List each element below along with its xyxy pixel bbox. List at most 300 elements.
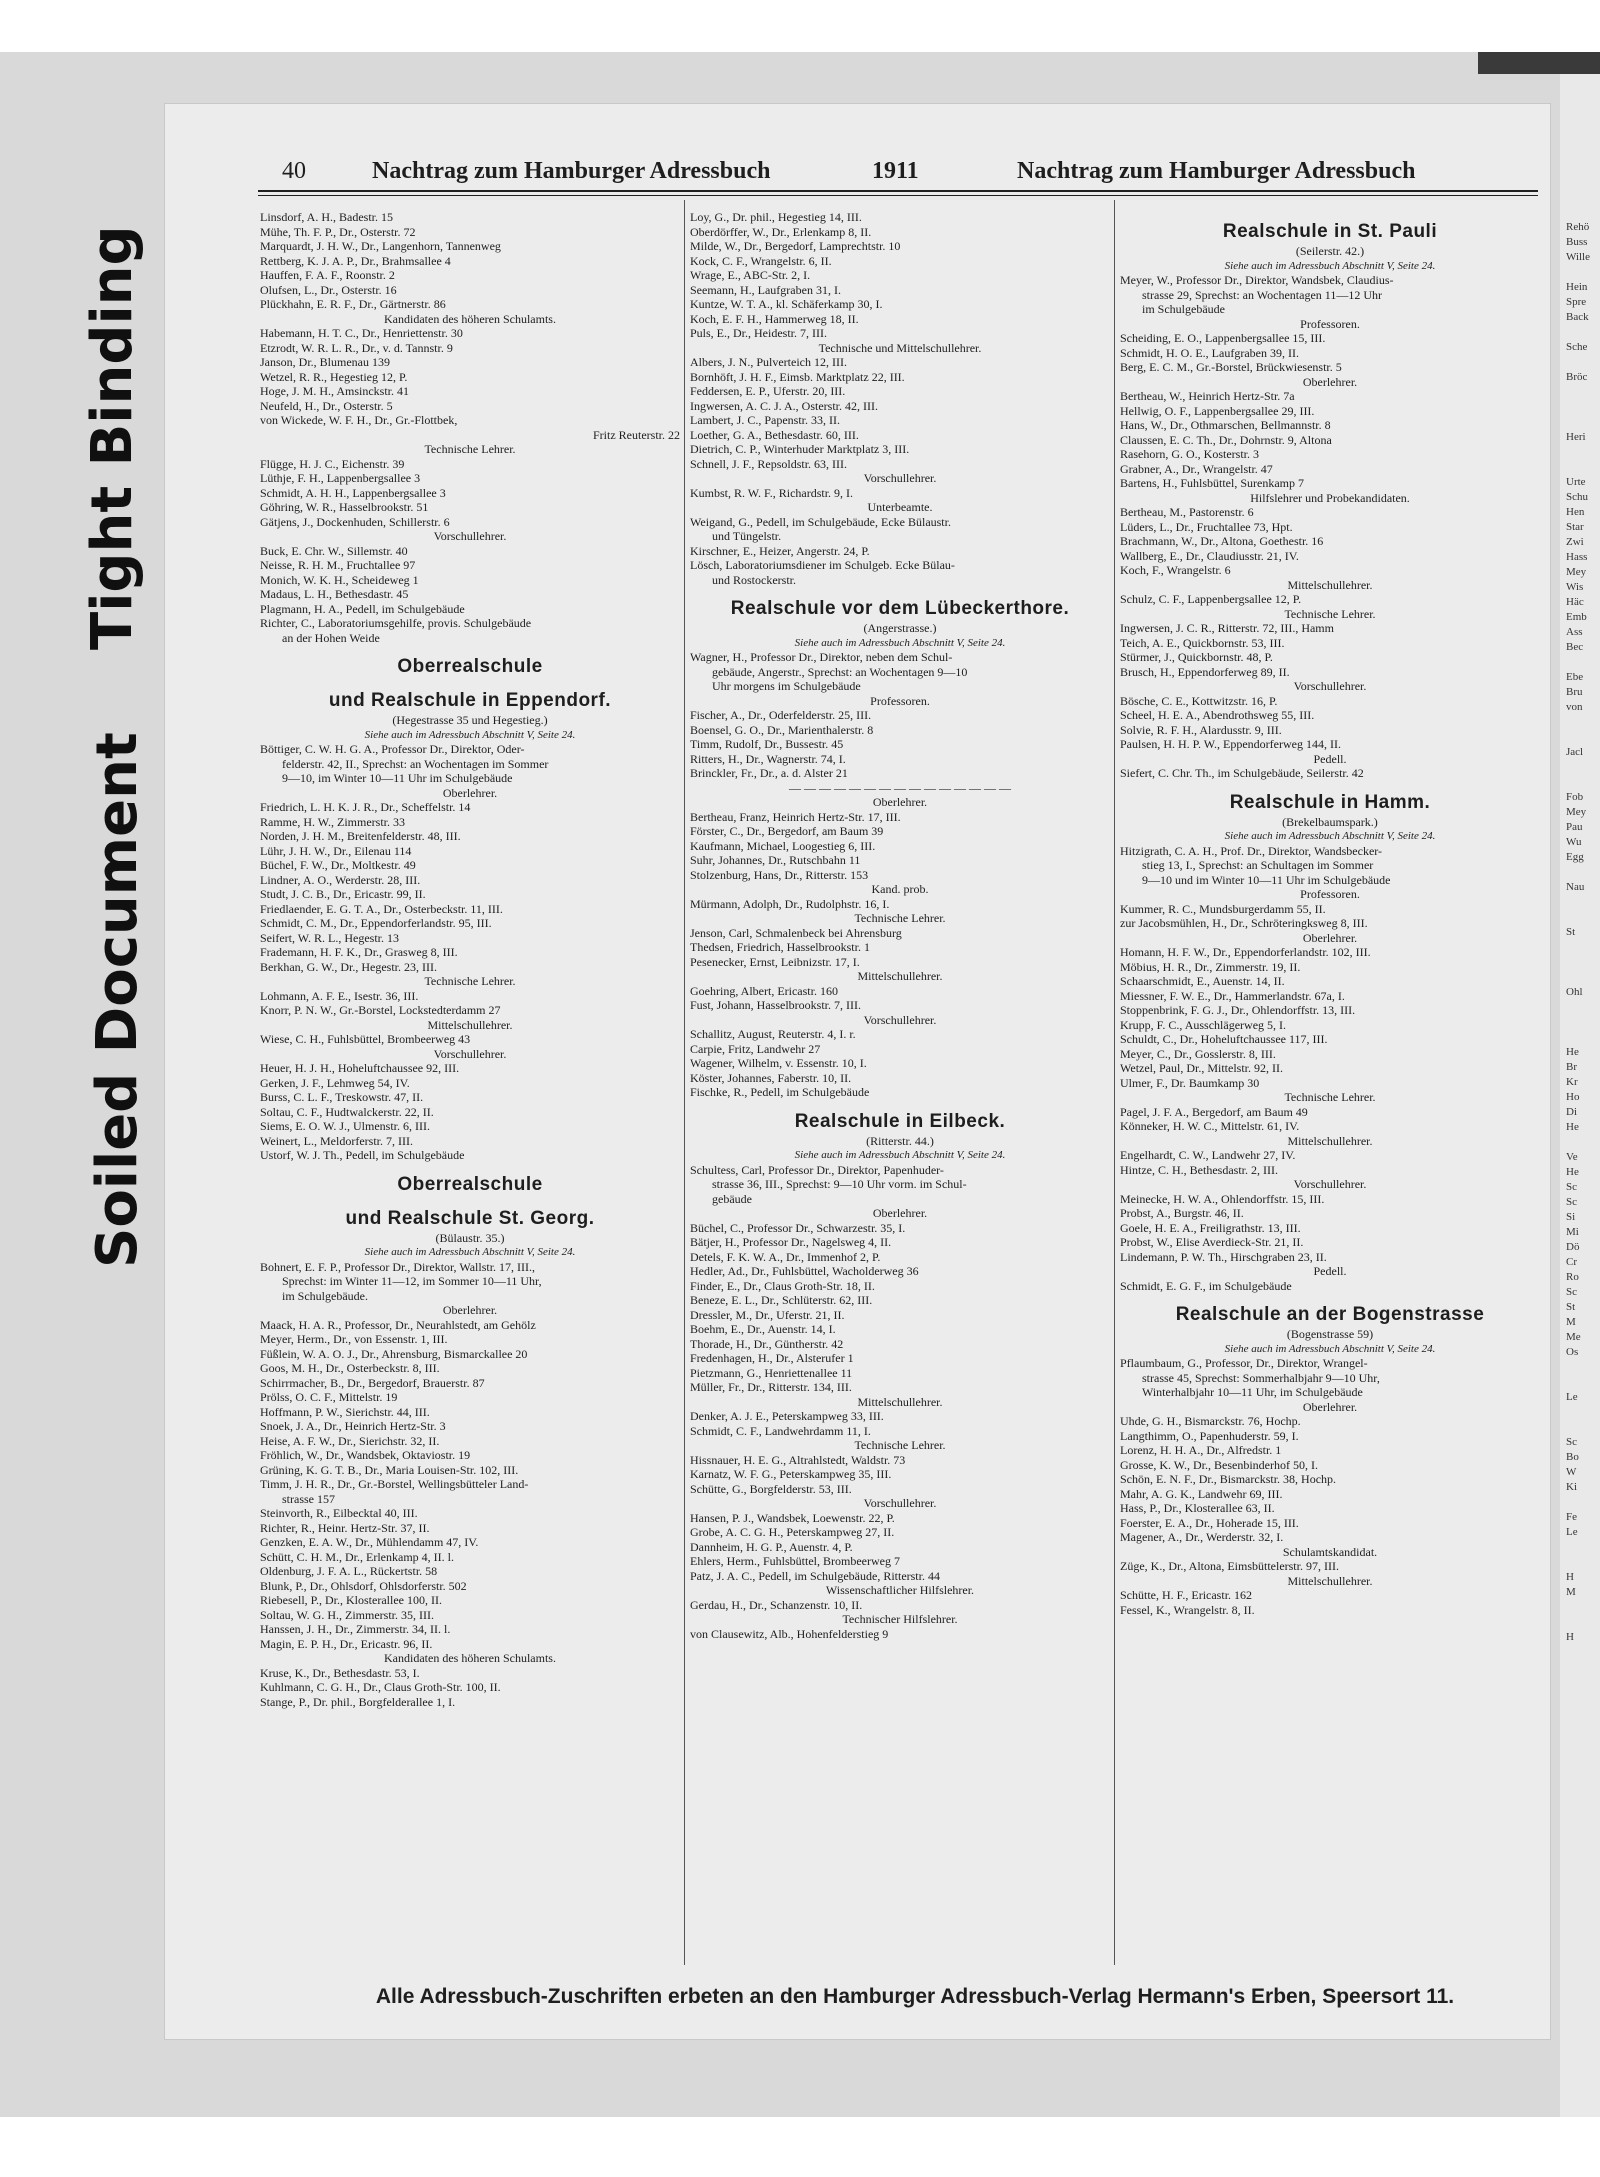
cross-reference: Siehe auch im Adressbuch Abschnitt V, Seite 24.	[794, 1149, 1006, 1161]
directory-entry: Lambert, J. C., Papenstr. 33, II.	[690, 413, 840, 427]
directory-entry: Berg, E. C. M., Gr.-Borstel, Brückwiesenstr. 5	[1120, 360, 1342, 374]
entry-continuation: strasse 157	[282, 1491, 335, 1506]
directory-entry: Siefert, C. Chr. Th., im Schulgebäude, Seilerstr. 42	[1120, 766, 1364, 780]
directory-entry: Richter, R., Heinr. Hertz-Str. 37, II.	[260, 1520, 430, 1535]
directory-entry: Schirrmacher, B., Dr., Bergedorf, Brauerstr. 87	[260, 1375, 485, 1390]
directory-entry: Fischke, R., Pedell, im Schulgebäude	[690, 1085, 870, 1099]
bleed-line	[1566, 910, 1600, 925]
bleed-line	[1566, 1000, 1600, 1015]
directory-entry: Stoppenbrink, F. G. J., Dr., Ohlendorffstr. 13, III.	[1120, 1003, 1356, 1017]
directory-entry: Schnell, J. F., Repsoldstr. 63, III.	[690, 456, 848, 471]
bleed-line: Ki	[1566, 1481, 1577, 1493]
bleed-line: Br	[1566, 1061, 1577, 1073]
subsection-label: (Seilerstr. 42.)	[1295, 244, 1365, 258]
directory-entry: Bätjer, H., Professor Dr., Nagelsweg 4, II.	[690, 1235, 892, 1249]
section-heading: Realschule vor dem Lübeckerthore.	[730, 598, 1070, 619]
bleed-line	[1566, 325, 1600, 340]
bleed-line: Ho	[1566, 1091, 1580, 1103]
directory-entry: Wallberg, E., Dr., Claudiusstr. 21, IV.	[1120, 548, 1299, 563]
directory-entry: Kaufmann, Michael, Loogestieg 6, III.	[690, 838, 876, 853]
column-divider	[684, 200, 685, 1965]
directory-entry: Foerster, E. A., Dr., Hoherade 15, III.	[1120, 1515, 1299, 1530]
bleed-line: Nau	[1566, 881, 1585, 893]
directory-entry: Hissnauer, H. E. G., Altrahlstedt, Waldstr. 73	[690, 1452, 906, 1467]
subsection-label: — — — — — — — — — — — — — — —	[789, 780, 1011, 795]
bleed-line: Schu	[1566, 491, 1588, 503]
section-heading: Realschule in Eilbeck.	[794, 1110, 1006, 1132]
page-footer: Alle Adressbuch-Zuschriften erbeten an den Hamburger Adressbuch-Verlag Hermann's Erben, Speersort 11.	[375, 1985, 1455, 2008]
directory-entry: Riebesell, P., Dr., Klosterallee 100, II.	[260, 1593, 442, 1607]
directory-entry: Suhr, Johannes, Dr., Rutschbahn 11	[690, 853, 861, 867]
bleed-line: Fob	[1566, 791, 1584, 803]
directory-entry: Claussen, E. C. Th., Dr., Dohrnstr. 9, Altona	[1120, 432, 1332, 447]
directory-entry: Grosse, K. W., Dr., Besenbinderhof 50, I.	[1120, 1457, 1318, 1472]
bleed-line: Egg	[1566, 851, 1584, 863]
directory-entry: Marquardt, J. H. W., Dr., Langenhorn, Tannenweg	[260, 239, 501, 253]
subsection-label: Technische Lehrer.	[1284, 1090, 1376, 1104]
directory-entry: Bertheau, Franz, Heinrich Hertz-Str. 17, III.	[690, 809, 901, 824]
directory-entry: Thedsen, Friedrich, Hasselbrookstr. 1	[690, 940, 870, 954]
directory-entry: Hansen, P. J., Wandsbek, Loewenstr. 22, P.	[690, 1510, 895, 1525]
directory-entry: Wrage, E., ABC-Str. 2, I.	[690, 268, 811, 282]
header-rule	[258, 190, 1538, 192]
directory-entry: Wagener, Wilhelm, v. Essenstr. 10, I.	[690, 1056, 867, 1070]
directory-entry: Plückhahn, E. R. F., Dr., Gärtnerstr. 86	[260, 297, 446, 311]
directory-entry: Seemann, H., Laufgraben 31, I.	[690, 282, 841, 297]
directory-entry: Schallitz, August, Reuterstr. 4, I. r.	[690, 1027, 856, 1041]
bleed-line: H	[1566, 1631, 1574, 1643]
entry-continuation: strasse 29, Sprechst: an Wochentagen 11—12 Uhr	[1142, 287, 1382, 302]
directory-entry: Grobe, A. C. G. H., Peterskampweg 27, II.	[690, 1525, 895, 1539]
adjacent-page-text	[1566, 220, 1600, 2020]
directory-entry: Dressler, M., Dr., Uferstr. 21, II.	[690, 1307, 845, 1322]
subsection-label: Kand. prob.	[871, 882, 929, 896]
subsection-label: Hilfslehrer und Probekandidaten.	[1250, 490, 1410, 505]
bleed-line: Sche	[1566, 341, 1588, 353]
directory-entry: Ehlers, Herm., Fuhlsbüttel, Brombeerweg 7	[690, 1554, 900, 1568]
subsection-label: Unterbeamte.	[867, 500, 933, 514]
directory-entry: Soltau, C. F., Hudtwalckerstr. 22, II.	[260, 1104, 434, 1119]
directory-entry: Meyer, C., Dr., Gosslerstr. 8, III.	[1120, 1046, 1276, 1061]
subsection-label: (Bülaustr. 35.)	[435, 1230, 505, 1245]
directory-entry: Prölss, O. C. F., Mittelstr. 19	[260, 1390, 398, 1404]
directory-entry: Norden, J. H. M., Breitenfelderstr. 48, III.	[260, 829, 461, 843]
header-rule-thin	[258, 195, 1538, 196]
directory-entry: Dietrich, C. P., Winterhuder Marktplatz 3, III.	[690, 442, 910, 456]
directory-entry: Finder, E., Dr., Claus Groth-Str. 18, II.	[690, 1278, 875, 1293]
subsection-label: (Hegestrasse 35 und Hegestieg.)	[392, 713, 548, 727]
directory-entry: Lindner, A. O., Werderstr. 28, III.	[260, 872, 421, 887]
bleed-line: Ohl	[1566, 986, 1583, 998]
bleed-line: Hen	[1566, 506, 1585, 518]
directory-entry: Flügge, H. J. C., Eichenstr. 39	[260, 456, 405, 471]
directory-entry: Brusch, H., Eppendorferweg 89, II.	[1120, 664, 1290, 679]
entry-continuation: und Tüngelstr.	[712, 529, 782, 543]
bleed-line: Ve	[1566, 1151, 1578, 1163]
directory-entry: Büchel, C., Professor Dr., Schwarzestr. 35, I.	[690, 1220, 906, 1235]
bleed-line	[1566, 730, 1600, 745]
subsection-label: (Brekelbaumspark.)	[1282, 814, 1378, 829]
text-column-1	[260, 210, 680, 1980]
directory-entry: Schuldt, C., Dr., Hoheluftchaussee 117, III.	[1120, 1032, 1328, 1046]
directory-entry: Siems, E. O. W. J., Ulmenstr. 6, III.	[260, 1119, 430, 1133]
directory-entry: Jenson, Carl, Schmalenbeck bei Ahrensburg	[690, 925, 902, 940]
directory-entry: Schaarschmidt, E., Auenstr. 14, II.	[1120, 974, 1285, 988]
bleed-line: M	[1566, 1316, 1576, 1328]
directory-entry: Loether, G. A., Bethesdastr. 60, III.	[690, 427, 859, 442]
bleed-line: Si	[1566, 1211, 1576, 1223]
entry-continuation: 9—10, im Winter 10—11 Uhr im Schulgebäude	[282, 771, 513, 785]
directory-entry: Möbius, H. R., Dr., Zimmerstr. 19, II.	[1120, 959, 1301, 974]
directory-entry: Rettberg, K. J. A. P., Dr., Brahmsallee 4	[260, 253, 451, 268]
subsection-label: Oberlehrer.	[1302, 374, 1358, 389]
subsection-label: Vorschullehrer.	[433, 529, 507, 543]
directory-entry: Schmidt, E. G. F., im Schulgebäude	[1120, 1278, 1292, 1293]
directory-entry: Probst, W., Elise Averdieck-Str. 21, II.	[1120, 1235, 1304, 1249]
subsection-label: Vorschullehrer.	[433, 1046, 507, 1061]
directory-entry: Schmidt, C. F., Landwehrdamm 11, I.	[690, 1423, 871, 1438]
directory-entry: Wiese, C. H., Fuhlsbüttel, Brombeerweg 43	[260, 1032, 471, 1046]
directory-entry: Bohnert, E. F. P., Professor Dr., Direktor, Wallstr. 17, III.,	[260, 1259, 536, 1274]
subsection-label: Pedell.	[1313, 751, 1347, 766]
directory-entry: Kuntze, W. T. A., kl. Schäferkamp 30, I.	[690, 297, 883, 311]
bleed-line: Le	[1566, 1391, 1578, 1403]
directory-entry: Langthimm, O., Papenhuderstr. 59, I.	[1120, 1428, 1299, 1443]
bleed-line: Pau	[1566, 821, 1583, 833]
bleed-line: Hein	[1566, 281, 1588, 293]
directory-entry: Fust, Johann, Hasselbrookstr. 7, III.	[690, 998, 861, 1012]
directory-entry: Hellwig, O. F., Lappenbergsallee 29, III.	[1120, 403, 1315, 418]
directory-entry: Schön, E. N. F., Dr., Bismarckstr. 38, Hochp.	[1120, 1472, 1337, 1486]
directory-entry: Frademann, H. F. K., Dr., Grasweg 8, III.	[260, 945, 458, 959]
header-title-right: Nachtrag zum Hamburger Adressbuch	[1017, 158, 1416, 184]
bleed-line: St	[1566, 1301, 1576, 1313]
bleed-line	[1566, 385, 1600, 400]
subsection-label: Vorschullehrer.	[1293, 1177, 1367, 1191]
section-heading: und Realschule in Eppendorf.	[328, 690, 612, 711]
directory-entry: Buck, E. Chr. W., Sillemstr. 40	[260, 543, 408, 558]
entry-continuation: stieg 13, I., Sprechst: an Schultagen im Sommer	[1142, 858, 1374, 872]
bleed-line: Bru	[1566, 686, 1583, 698]
directory-entry: Hans, W., Dr., Othmarschen, Bellmannstr. 8	[1120, 418, 1331, 432]
subsection-label: (Ritterstr. 44.)	[866, 1133, 934, 1148]
bleed-line: Zwi	[1566, 536, 1584, 548]
entry-continuation: Uhr morgens im Schulgebäude	[712, 679, 861, 693]
subsection-label: Technischer Hilfslehrer.	[842, 1612, 958, 1626]
directory-entry: Wagner, H., Professor Dr., Direktor, neben dem Schul-	[690, 650, 953, 664]
directory-entry: Lüders, L., Dr., Fruchtallee 73, Hpt.	[1120, 519, 1293, 534]
directory-entry: Schütte, H. F., Ericastr. 162	[1120, 1588, 1253, 1602]
directory-entry: Stange, P., Dr. phil., Borgfelderallee 1, I.	[260, 1694, 456, 1709]
entry-continuation: 9—10 und im Winter 10—11 Uhr im Schulgebäude	[1142, 872, 1391, 887]
directory-entry: Lösch, Laboratoriumsdiener im Schulgeb. Ecke Bülau-	[690, 558, 955, 572]
directory-entry: Göhring, W. R., Hasselbrookstr. 51	[260, 500, 429, 514]
directory-entry: zur Jacobsmühlen, H., Dr., Schröteringksweg 8, III.	[1120, 916, 1368, 930]
bleed-line	[1566, 715, 1600, 730]
directory-entry: Fröhlich, W., Dr., Wandsbek, Oktaviostr. 19	[260, 1448, 471, 1462]
directory-entry: Fessel, K., Wrangelstr. 8, II.	[1120, 1602, 1255, 1617]
bleed-line: Sc	[1566, 1181, 1577, 1193]
subsection-label: Vorschullehrer.	[1293, 679, 1367, 693]
directory-entry: Müller, Fr., Dr., Ritterstr. 134, III.	[690, 1380, 852, 1394]
directory-entry: Beneze, E. L., Dr., Schlüterstr. 62, III.	[690, 1293, 873, 1307]
bleed-line	[1566, 415, 1600, 430]
subsection-label: Technische Lehrer.	[1284, 606, 1376, 621]
bleed-line: Wille	[1566, 251, 1590, 263]
subsection-label: Kandidaten des höheren Schulamts.	[384, 1651, 556, 1665]
bleed-line: Emb	[1566, 611, 1587, 623]
bleed-line: Le	[1566, 1526, 1578, 1538]
directory-entry: Brinckler, Fr., Dr., a. d. Alster 21	[690, 766, 848, 780]
subsection-label: (Bogenstrasse 59)	[1286, 1327, 1374, 1341]
bleed-line	[1566, 865, 1600, 880]
cross-reference: Siehe auch im Adressbuch Abschnitt V, Seite 24.	[1224, 1342, 1436, 1355]
directory-entry: Ritters, H., Dr., Wagnerstr. 74, I.	[690, 751, 846, 766]
directory-entry: Fischer, A., Dr., Oderfelderstr. 25, III.	[690, 708, 872, 722]
bleed-line: Mey	[1566, 806, 1587, 818]
cross-reference: Siehe auch im Adressbuch Abschnitt V, Seite 24.	[1224, 830, 1436, 842]
directory-entry: Meyer, Herm., Dr., von Essenstr. 1, III.	[260, 1332, 448, 1346]
subsection-label: Mittelschullehrer.	[1287, 577, 1373, 592]
subsection-label: Technische und Mittelschullehrer.	[818, 340, 982, 355]
directory-entry: Scheiding, E. O., Lappenbergsallee 15, III.	[1120, 331, 1326, 345]
subsection-label: Mittelschullehrer.	[1287, 1133, 1373, 1148]
bleed-line: Spre	[1566, 296, 1587, 308]
directory-entry: Kirschner, E., Heizer, Angerstr. 24, P.	[690, 543, 870, 558]
bleed-line: Di	[1566, 1106, 1577, 1118]
directory-entry: Schütte, G., Borgfelderstr. 53, III.	[690, 1481, 852, 1496]
entry-continuation: gebäude	[712, 1191, 752, 1206]
directory-entry: Seifert, W. R. L., Hegestr. 13	[260, 930, 399, 945]
directory-entry: Schulz, C. F., Lappenbergsallee 12, P.	[1120, 592, 1302, 606]
bleed-line: Os	[1566, 1346, 1579, 1358]
directory-entry: Weigand, G., Pedell, im Schulgebäude, Ecke Bülaustr.	[690, 514, 951, 529]
directory-entry: Gätjens, J., Dockenhuden, Schillerstr. 6	[260, 514, 450, 529]
directory-entry: Puls, E., Dr., Heidestr. 7, III.	[690, 326, 827, 340]
directory-entry: Pesenecker, Ernst, Leibnizstr. 17, I.	[690, 954, 860, 969]
bleed-line: He	[1566, 1046, 1579, 1058]
bleed-line	[1566, 1015, 1600, 1030]
bleed-line: Sc	[1566, 1286, 1577, 1298]
directory-entry: Hanssen, J. H., Dr., Zimmerstr. 34, II. l.	[260, 1622, 451, 1636]
directory-entry: Schultess, Carl, Professor Dr., Direktor, Papenhuder-	[690, 1162, 944, 1177]
entry-continuation: felderstr. 42, II., Sprechst: an Wochentagen im Sommer	[282, 756, 549, 771]
subsection-label: Oberlehrer.	[1302, 1399, 1358, 1414]
directory-entry: Grabner, A., Dr., Wrangelstr. 47	[1120, 461, 1273, 476]
bleed-line: von	[1566, 701, 1583, 713]
directory-entry: Scheel, H. E. A., Abendrothsweg 55, III.	[1120, 708, 1315, 722]
bleed-line	[1566, 355, 1600, 370]
entry-continuation: Fritz Reuterstr. 22	[593, 427, 680, 442]
directory-entry: Linsdorf, A. H., Badestr. 15	[260, 210, 393, 224]
directory-entry: Züge, K., Dr., Altona, Eimsbüttelerstr. 97, III.	[1120, 1559, 1339, 1573]
directory-entry: Pflaumbaum, G., Professor, Dr., Direktor, Wrangel-	[1120, 1356, 1368, 1370]
directory-entry: Hintze, C. H., Bethesdastr. 2, III.	[1120, 1162, 1278, 1177]
directory-entry: Soltau, W. G. H., Zimmerstr. 35, III.	[260, 1607, 434, 1622]
text-column-3	[1120, 210, 1540, 1980]
directory-entry: Feddersen, E. P., Uferstr. 20, III.	[690, 384, 846, 398]
directory-entry: Könneker, H. W. C., Mittelstr. 61, IV.	[1120, 1119, 1300, 1133]
directory-entry: Meinecke, H. W. A., Ohlendorffstr. 15, III.	[1120, 1191, 1325, 1206]
section-heading: Oberrealschule	[397, 656, 543, 677]
bleed-line	[1566, 970, 1600, 985]
directory-entry: Neufeld, H., Dr., Osterstr. 5	[260, 398, 393, 413]
directory-entry: Ustorf, W. J. Th., Pedell, im Schulgebäude	[260, 1148, 465, 1162]
directory-entry: Homann, H. F. W., Dr., Eppendorferlandstr. 102, III.	[1120, 945, 1371, 959]
cross-reference: Siehe auch im Adressbuch Abschnitt V, Seite 24.	[364, 1246, 576, 1258]
section-heading: Oberrealschule	[397, 1173, 543, 1195]
section-heading: und Realschule St. Georg.	[345, 1207, 595, 1229]
subsection-label: Oberlehrer.	[442, 1303, 498, 1317]
directory-entry: Gerken, J. F., Lehmweg 54, IV.	[260, 1075, 410, 1090]
bleed-line: Jacl	[1566, 746, 1584, 758]
directory-entry: Mühe, Th. F. P., Dr., Osterstr. 72	[260, 224, 416, 239]
bleed-line	[1566, 955, 1600, 970]
bleed-line	[1566, 655, 1600, 670]
header-title-left: Nachtrag zum Hamburger Adressbuch	[372, 158, 771, 184]
cross-reference: Siehe auch im Adressbuch Abschnitt V, Seite 24.	[364, 728, 576, 741]
directory-entry: Pagel, J. F. A., Bergedorf, am Baum 49	[1120, 1104, 1308, 1119]
directory-entry: Bösche, C. E., Kottwitzstr. 16, P.	[1120, 693, 1278, 708]
bleed-line: Ass	[1566, 626, 1583, 638]
bleed-line: Bröc	[1566, 371, 1588, 383]
directory-entry: Goehring, Albert, Ericastr. 160	[690, 983, 838, 998]
directory-entry: Steinvorth, R., Eilbecktal 40, III.	[260, 1506, 418, 1520]
bleed-line: Häc	[1566, 596, 1584, 608]
soiled-document-label: Soiled Document	[85, 732, 150, 1268]
directory-entry: Solvie, R. F. H., Alardusstr. 9, III.	[1120, 722, 1282, 737]
bleed-line: Heri	[1566, 431, 1586, 443]
directory-entry: Snoek, J. A., Dr., Heinrich Hertz-Str. 3	[260, 1419, 446, 1433]
directory-entry: Thorade, H., Dr., Güntherstr. 42	[690, 1336, 844, 1351]
directory-entry: Oberdörffer, W., Dr., Erlenkamp 8, II.	[690, 224, 872, 239]
directory-entry: Koch, F., Wrangelstr. 6	[1120, 563, 1231, 577]
directory-entry: Miessner, F. W. E., Dr., Hammerlandstr. 67a, I.	[1120, 988, 1345, 1003]
subsection-label: Vorschullehrer.	[863, 1012, 937, 1027]
directory-entry: Hoge, J. M. H., Amsinckstr. 41	[260, 384, 410, 398]
subsection-label: Vorschullehrer.	[863, 471, 937, 485]
cross-reference: Siehe auch im Adressbuch Abschnitt V, Seite 24.	[1224, 259, 1436, 272]
subsection-label: Technische Lehrer.	[424, 442, 516, 456]
directory-entry: Burss, C. L. F., Treskowstr. 47, II.	[260, 1090, 424, 1104]
bleed-line	[1566, 1420, 1600, 1435]
directory-entry: Brachmann, W., Dr., Altona, Goethestr. 16	[1120, 534, 1324, 548]
header-year: 1911	[872, 158, 919, 184]
bleed-line: W	[1566, 1466, 1577, 1478]
directory-entry: Hitzigrath, C. A. H., Prof. Dr., Direktor, Wandsbecker-	[1120, 843, 1383, 858]
directory-entry: von Clausewitz, Alb., Hohenfelderstieg 9	[690, 1626, 889, 1641]
directory-entry: Carpie, Fritz, Landwehr 27	[690, 1041, 821, 1056]
directory-entry: Goele, H. E. A., Freiligrathstr. 13, III.	[1120, 1220, 1301, 1235]
directory-entry: Ulmer, F., Dr. Baumkamp 30	[1120, 1075, 1260, 1090]
directory-entry: Habemann, H. T. C., Dr., Henriettenstr. 30	[260, 326, 463, 340]
bleed-line	[1566, 1375, 1600, 1390]
cross-reference: Siehe auch im Adressbuch Abschnitt V, Seite 24.	[794, 636, 1006, 649]
bleed-line	[1566, 940, 1600, 955]
directory-entry: Olufsen, L., Dr., Osterstr. 16	[260, 282, 397, 297]
subsection-label: Technische Lehrer.	[854, 911, 946, 925]
directory-entry: Mürmann, Adolph, Dr., Rudolphstr. 16, I.	[690, 896, 890, 911]
subsection-label: Professoren.	[870, 693, 930, 708]
bleed-line	[1566, 1600, 1600, 1615]
directory-entry: Berkhan, G. W., Dr., Hegestr. 23, III.	[260, 959, 437, 974]
directory-entry: Ingwersen, A. C. J. A., Osterstr. 42, III.	[690, 398, 878, 413]
directory-entry: Wetzel, R. R., Hegestieg 12, P.	[260, 369, 408, 384]
directory-entry: Koch, E. F. H., Hammerweg 18, II.	[690, 311, 859, 326]
directory-entry: Böttiger, C. W. H. G. A., Professor Dr., Direktor, Oder-	[260, 742, 525, 756]
directory-entry: Neisse, R. H. M., Fruchtallee 97	[260, 558, 416, 572]
section-heading: Realschule an der Bogenstrasse	[1175, 1304, 1485, 1325]
directory-entry: Lühr, J. H. W., Dr., Eilenau 114	[260, 843, 412, 858]
entry-continuation: im Schulgebäude.	[282, 1288, 368, 1303]
directory-entry: Goos, M. H., Dr., Osterbeckstr. 8, III.	[260, 1361, 440, 1375]
bleed-line	[1566, 1360, 1600, 1375]
directory-entry: Heuer, H. J. H., Hoheluftchaussee 92, III.	[260, 1061, 460, 1075]
directory-entry: Bertheau, M., Pastorenstr. 6	[1120, 505, 1254, 519]
bleed-line	[1566, 1615, 1600, 1630]
subsection-label: Schulamtskandidat.	[1282, 1544, 1378, 1559]
directory-entry: Studt, J. C. B., Dr., Ericastr. 99, II.	[260, 887, 426, 901]
bleed-line	[1566, 460, 1600, 475]
bleed-line	[1566, 775, 1600, 790]
directory-entry: Hauffen, F. A. F., Roonstr. 2	[260, 268, 395, 282]
directory-entry: Blunk, P., Dr., Ohlsdorf, Ohlsdorferstr. 502	[260, 1578, 467, 1593]
bleed-line: He	[1566, 1121, 1579, 1133]
directory-entry: Meyer, W., Professor Dr., Direktor, Wandsbek, Claudius-	[1120, 273, 1394, 287]
directory-entry: Maack, H. A. R., Professor, Dr., Neurahlstedt, am Gehölz	[260, 1317, 536, 1332]
subsection-label: Oberlehrer.	[872, 795, 928, 809]
directory-entry: Gerdau, H., Dr., Schanzenstr. 10, II.	[690, 1597, 863, 1612]
directory-entry: Hedler, Ad., Dr., Fuhlsbüttel, Wacholderweg 36	[690, 1264, 919, 1278]
directory-entry: Patz, J. A. C., Pedell, im Schulgebäude, Ritterstr. 44	[690, 1568, 940, 1583]
directory-entry: Pietzmann, G., Henriettenallee 11	[690, 1365, 853, 1380]
section-heading: Realschule in St. Pauli	[1222, 221, 1438, 242]
directory-entry: Lindemann, P. W. Th., Hirschgraben 23, II.	[1120, 1249, 1327, 1264]
directory-entry: Genzken, E. A. W., Dr., Mühlendamm 47, IV.	[260, 1535, 479, 1549]
directory-entry: Boensel, G. O., Dr., Marienthalerstr. 8	[690, 722, 874, 737]
directory-entry: Lüthje, F. H., Lappenbergsallee 3	[260, 471, 421, 485]
subsection-label: Professoren.	[1300, 316, 1360, 331]
subsection-label: Professoren.	[1300, 887, 1360, 901]
bleed-line	[1566, 1495, 1600, 1510]
subsection-label: Vorschullehrer.	[863, 1496, 937, 1510]
directory-entry: Etzrodt, W. R. L. R., Dr., v. d. Tannstr. 9	[260, 340, 453, 355]
subsection-label: Oberlehrer.	[442, 785, 498, 800]
directory-entry: Denker, A. J. E., Peterskampweg 33, III.	[690, 1409, 884, 1423]
directory-entry: Magener, A., Dr., Werderstr. 32, I.	[1120, 1530, 1284, 1544]
directory-entry: Uhde, G. H., Bismarckstr. 76, Hochp.	[1120, 1414, 1301, 1428]
entry-continuation: Sprechst: im Winter 11—12, im Sommer 10—11 Uhr,	[282, 1274, 542, 1288]
bleed-line: Mi	[1566, 1226, 1579, 1238]
bleed-line	[1566, 445, 1600, 460]
bleed-line	[1566, 265, 1600, 280]
bleed-line	[1566, 895, 1600, 910]
subsection-label: Technische Lehrer.	[424, 974, 516, 988]
subsection-label: Kandidaten des höheren Schulamts.	[384, 311, 556, 326]
subsection-label: Mittelschullehrer.	[427, 1017, 513, 1032]
directory-entry: Knorr, P. N. W., Gr.-Borstel, Lockstedterdamm 27	[260, 1003, 501, 1017]
bleed-line: Me	[1566, 1331, 1581, 1343]
subsection-label: Mittelschullehrer.	[857, 969, 943, 983]
entry-continuation: gebäude, Angerstr., Sprechst: an Wochentagen 9—10	[712, 664, 968, 679]
subsection-label: Oberlehrer.	[872, 1206, 928, 1220]
bleed-line: Ebe	[1566, 671, 1584, 683]
entry-continuation: strasse 45, Sprechst: Sommerhalbjahr 9—10 Uhr,	[1142, 1370, 1380, 1385]
directory-entry: Albers, J. N., Pulverteich 12, III.	[690, 355, 847, 369]
directory-entry: Weinert, L., Meldorferstr. 7, III.	[260, 1133, 413, 1148]
directory-entry: Krupp, F. C., Ausschlägerweg 5, I.	[1120, 1017, 1287, 1032]
page-header	[282, 154, 1537, 190]
